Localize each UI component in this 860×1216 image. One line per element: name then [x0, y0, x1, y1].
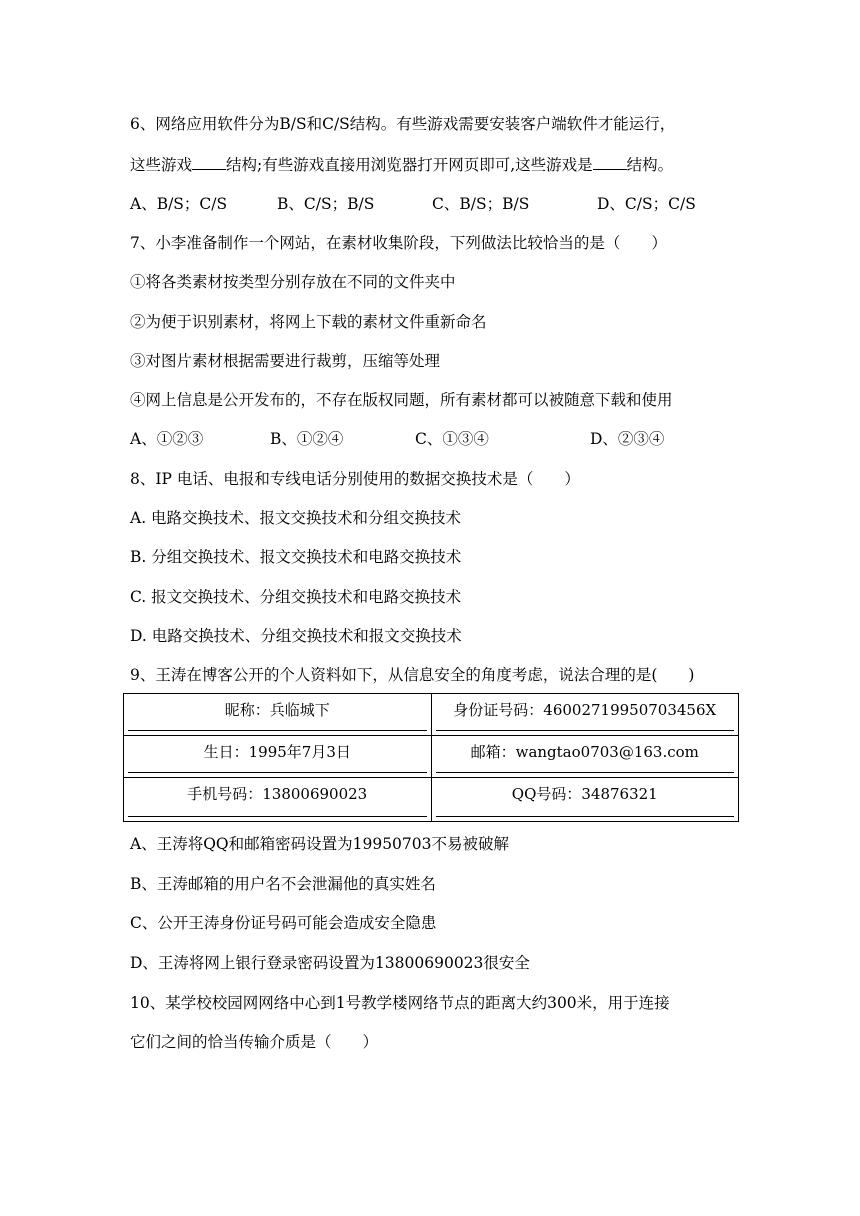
q10-stem-line2: 它们之间的恰当传输介质是（ ） — [130, 1033, 379, 1051]
birthday-cell: 生日：1995年7月3日 — [124, 736, 432, 778]
table-row — [124, 736, 739, 778]
q8-option-a: A. 电路交换技术、报文交换技术和分组交换技术 — [130, 509, 462, 527]
q6-text-a: 这些游戏 — [130, 156, 193, 174]
q9-stem: 9、王涛在博客公开的个人资料如下，从信息安全的角度考虑，说法合理的是( ) — [130, 666, 695, 684]
answer-blank — [192, 155, 226, 170]
q6-text-b: 结构;有些游戏直接用浏览器打开网页即可,这些游戏是 — [226, 156, 593, 174]
q6-text-c: 结构。 — [626, 156, 674, 174]
q6-option-a: A、B/S；C/S — [130, 195, 228, 213]
nickname-cell: 昵称：兵临城下 — [124, 694, 432, 736]
q7-item-3: ③对图片素材根据需要进行裁剪，压缩等处理 — [130, 352, 441, 370]
id-number-cell: 身份证号码：46002719950703456X — [431, 694, 739, 736]
q9-option-b: B、王涛邮箱的用户名不会泄漏他的真实姓名 — [130, 875, 436, 893]
q8-option-b: B. 分组交换技术、报文交换技术和电路交换技术 — [130, 548, 462, 566]
q10-stem-line1: 10、某学校校园网网络中心到1号教学楼网络节点的距离大约300米，用于连接 — [130, 994, 670, 1012]
q7-stem: 7、小李准备制作一个网站，在素材收集阶段，下列做法比较恰当的是（ ） — [130, 234, 667, 252]
q8-option-c: C. 报文交换技术、分组交换技术和电路交换技术 — [130, 588, 462, 606]
answer-blank — [593, 155, 627, 170]
q9-option-a: A、王涛将QQ和邮箱密码设置为19950703不易被破解 — [130, 835, 510, 853]
qq-cell: QQ号码：34876321 — [431, 778, 739, 822]
q7-item-1: ①将各类素材按类型分别存放在不同的文件夹中 — [130, 273, 456, 291]
q7-option-a: A、①②③ — [130, 430, 204, 448]
q9-option-c: C、公开王涛身份证号码可能会造成安全隐患 — [130, 914, 437, 932]
q6-option-b: B、C/S；B/S — [277, 195, 375, 213]
table-row — [124, 694, 739, 736]
q6-stem-line2 — [130, 155, 673, 175]
q8-option-d: D. 电路交换技术、分组交换技术和报文交换技术 — [130, 627, 462, 645]
profile-table — [123, 693, 739, 822]
q6-stem-line1: 6、网络应用软件分为B/S和C/S结构。有些游戏需要安装客户端软件才能运行， — [130, 115, 676, 133]
table-row — [124, 778, 739, 822]
q6-option-d: D、C/S；C/S — [597, 195, 696, 213]
q7-item-2: ②为便于识别素材，将网上下载的素材文件重新命名 — [130, 313, 487, 331]
q7-option-c: C、①③④ — [415, 430, 489, 448]
q6-option-c: C、B/S；B/S — [432, 195, 530, 213]
q7-option-b: B、①②④ — [270, 430, 344, 448]
email-cell: 邮箱：wangtao0703@163.com — [431, 736, 739, 778]
q8-stem: 8、IP 电话、电报和专线电话分别使用的数据交换技术是（ ） — [130, 470, 580, 488]
q7-item-4: ④网上信息是公开发布的，不存在版权同题，所有素材都可以被随意下载和使用 — [130, 391, 673, 409]
q9-option-d: D、王涛将网上银行登录密码设置为13800690023很安全 — [130, 954, 530, 972]
q7-option-d: D、②③④ — [590, 430, 665, 448]
phone-cell: 手机号码：13800690023 — [124, 778, 432, 822]
